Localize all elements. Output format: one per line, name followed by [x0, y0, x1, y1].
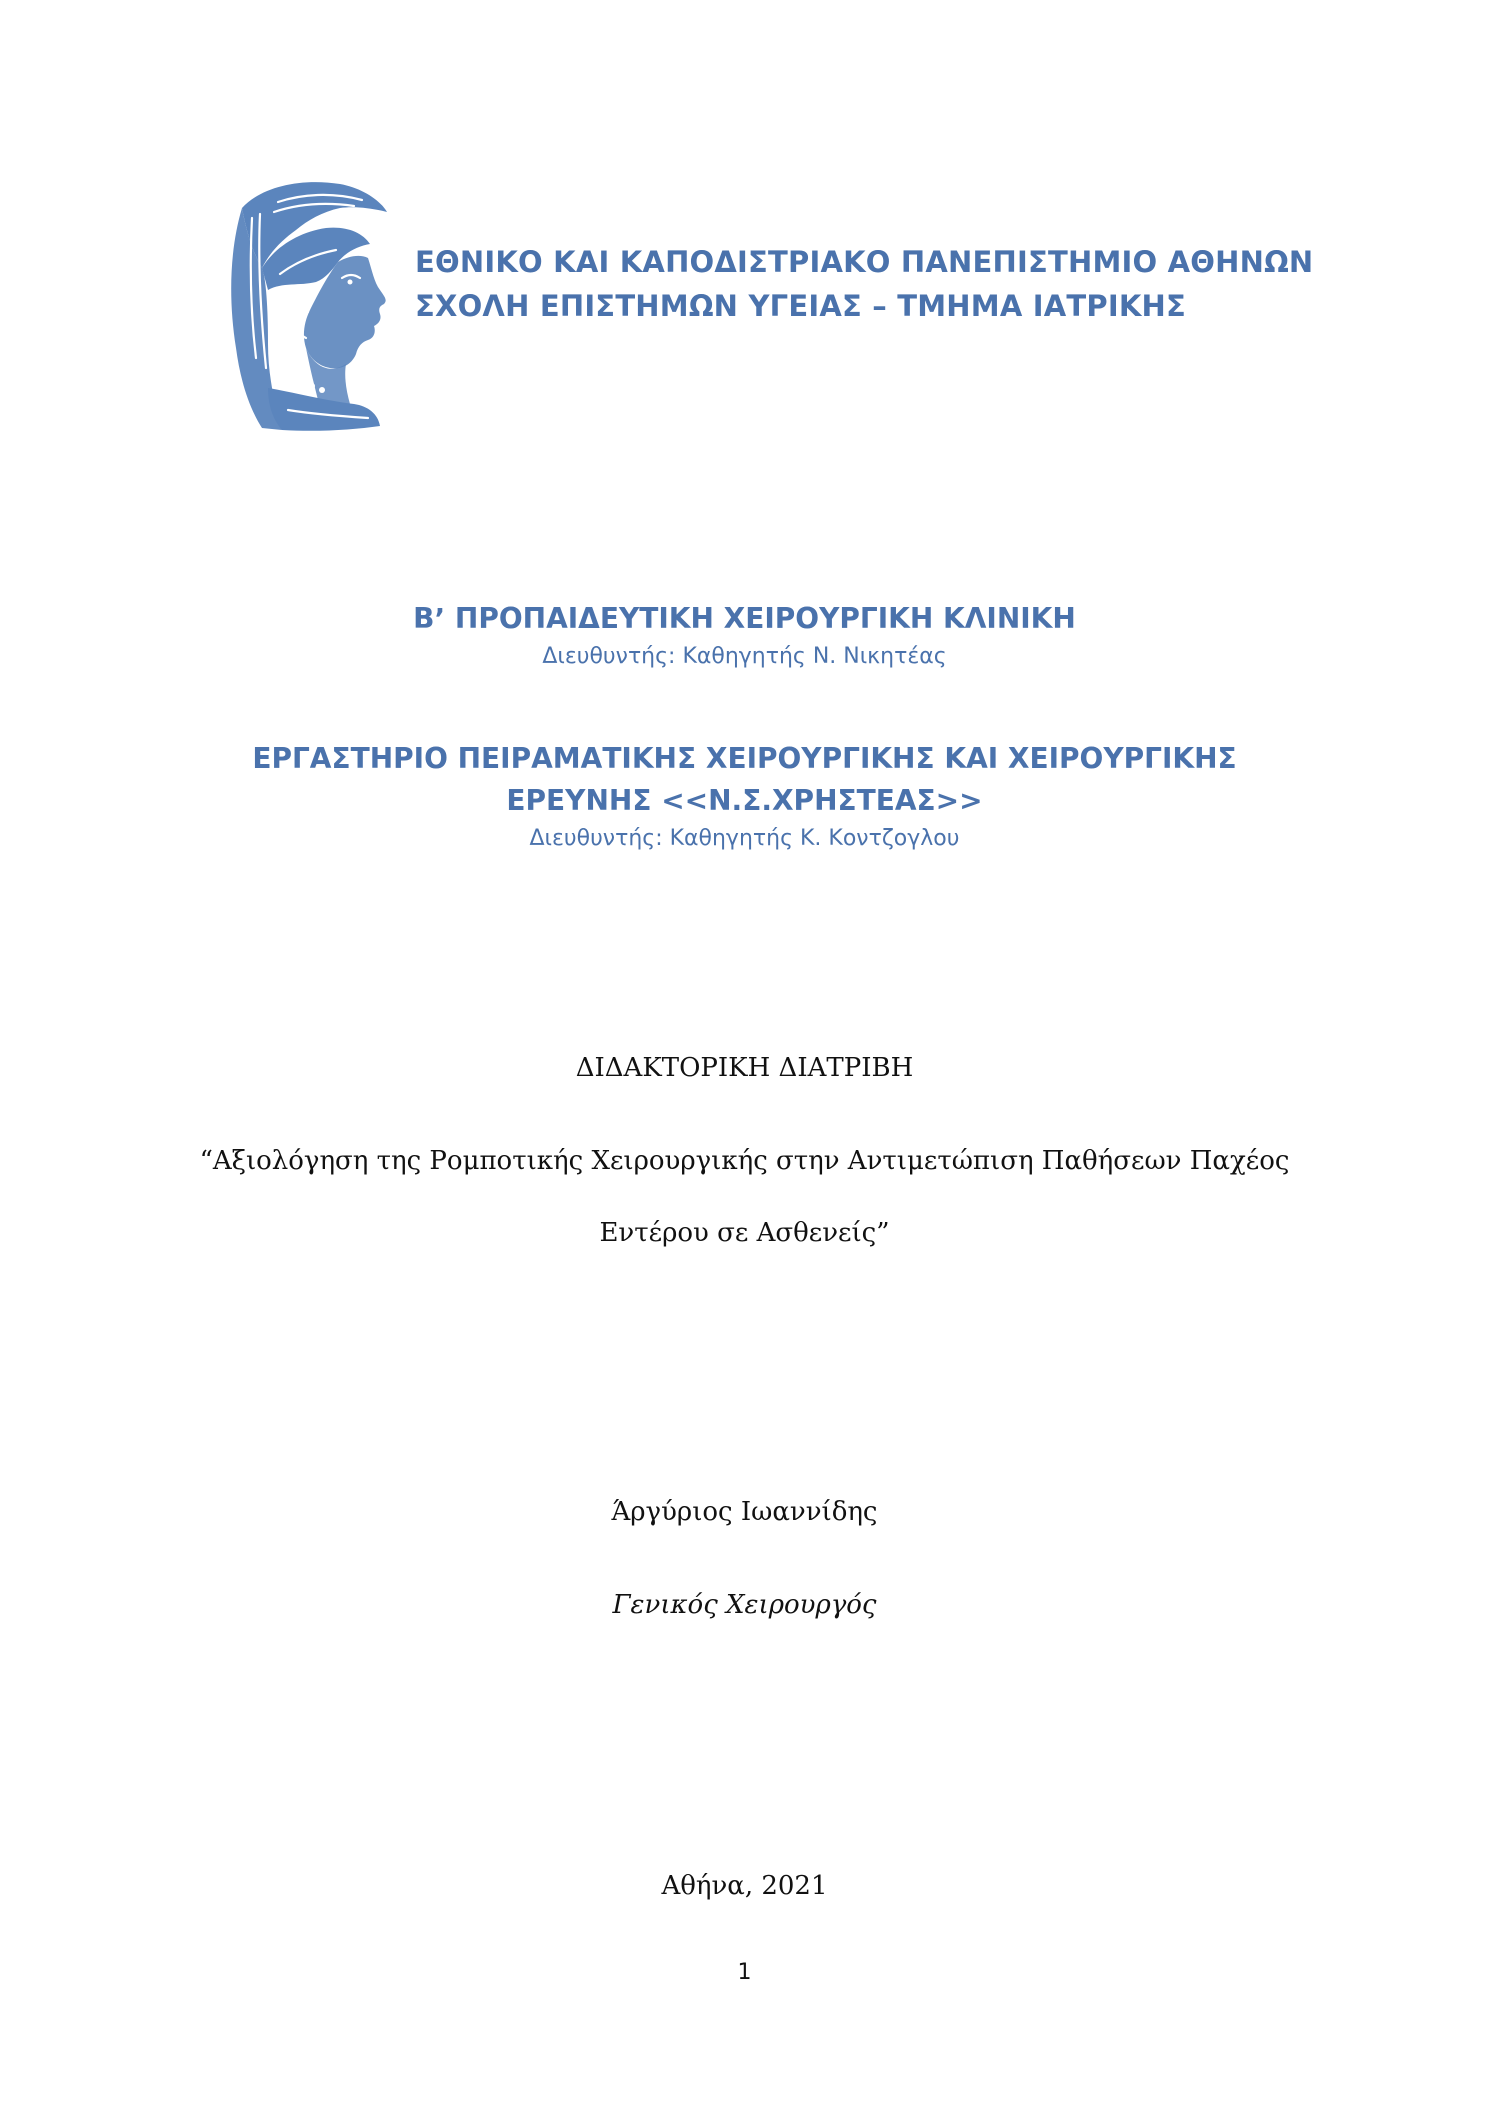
author-name: Άργύριος Ιωαννίδης: [611, 1497, 878, 1527]
school-department: ΣΧΟΛΗ ΕΠΙΣΤΗΜΩΝ ΥΓΕΙΑΣ – ΤΜΗΜΑ ΙΑΤΡΙΚΗΣ: [415, 289, 1186, 323]
laboratory-director: Διευθυντής: Καθηγητής Κ. Κοντζογλου: [529, 826, 960, 851]
athena-head-emblem-icon: [222, 178, 392, 436]
laboratory-section: [0, 738, 1489, 856]
clinic-title: Β’ ΠΡΟΠΑΙΔΕΥΤΙΚΗ ΧΕΙΡΟΥΡΓΙΚΗ ΚΛΙΝΙΚΗ: [413, 602, 1076, 635]
thesis-type: ΔΙΔΑΚΤΟΡΙΚΗ ΔΙΑΤΡΙΒΗ: [575, 1053, 914, 1083]
clinic-director: Διευθυντής: Καθηγητής Ν. Νικητέας: [542, 644, 947, 669]
thesis-title-line1: “Αξιολόγηση της Ρομποτικής Χειρουργικής στην Αντιμετώπιση Παθήσεων Παχέος: [199, 1146, 1290, 1176]
thesis-title-line2: Εντέρου σε Ασθενείς”: [599, 1218, 890, 1248]
clinic-section: [0, 598, 1489, 674]
laboratory-title-line1: ΕΡΓΑΣΤΗΡΙΟ ΠΕΙΡΑΜΑΤΙΚΗΣ ΧΕΙΡΟΥΡΓΙΚΗΣ ΚΑΙ ΧΕΙΡΟΥΡΓΙΚΗΣ: [252, 742, 1237, 775]
institution-name: ΕΘΝΙΚΟ ΚΑΙ ΚΑΠΟΔΙΣΤΡΙΑΚΟ ΠΑΝΕΠΙΣΤΗΜΙΟ ΑΘΗΝΩΝ: [415, 245, 1314, 279]
page-number: 1: [737, 1960, 752, 1985]
place-year: Αθήνα, 2021: [661, 1871, 828, 1901]
author-role: Γενικός Χειρουργός: [612, 1590, 877, 1620]
institution-header: [415, 240, 1455, 328]
laboratory-title-line2: ΕΡΕΥΝΗΣ <<Ν.Σ.ΧΡΗΣΤΕΑΣ>>: [506, 784, 983, 817]
